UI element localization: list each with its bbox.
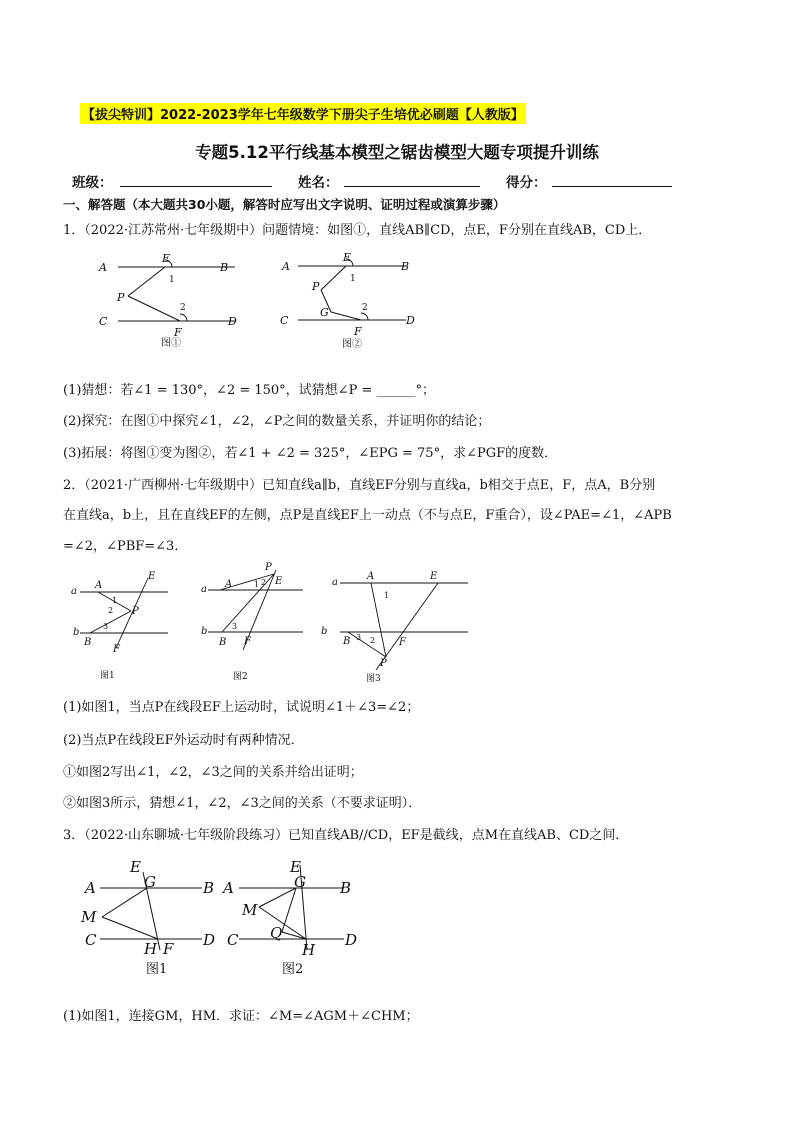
figure-label: A xyxy=(223,879,234,897)
q2-part1: (1)如图1，当点P在线段EF上运动时，试说明∠1＋∠3=∠2； xyxy=(63,700,420,715)
figure-label: 2 xyxy=(362,303,368,313)
figure-label: A xyxy=(282,260,290,273)
figure-label: F xyxy=(399,637,406,648)
figure-label: B xyxy=(219,637,227,648)
figure-label: D xyxy=(345,931,358,949)
q2-stem-line3: =∠2，∠PBF=∠3． xyxy=(63,539,188,554)
figure-label: C xyxy=(227,931,239,949)
q1-stem: 1．（2022·江苏常州·七年级期中）问题情境：如图①，直线AB∥CD，点E，F分别在直线AB，CD上． xyxy=(63,223,652,238)
q1-part3: (3)拓展：将图①变为图②，若∠1 + ∠2 = 325°，∠EPG = 75°，求∠PGF的度数． xyxy=(63,446,558,461)
figure-label: F xyxy=(244,636,251,647)
figure-label: 1 xyxy=(169,275,175,285)
figure-label: 图1 xyxy=(146,962,168,977)
figure-label: 1 xyxy=(384,591,390,600)
figure-label: 3 xyxy=(356,633,362,642)
figure-label: M xyxy=(81,908,97,926)
figure-label: B xyxy=(340,879,352,897)
q3-stem: 3．（2022·山东聊城·七年级阶段练习）已知直线AB//CD，EF是截线，点M在直线AB、CD之间． xyxy=(63,828,629,843)
fig-label: A xyxy=(99,261,107,274)
figure-label: 3 xyxy=(103,622,109,631)
figure-label: 图2 xyxy=(282,962,304,977)
figure-label: 图3 xyxy=(366,674,381,684)
name-field[interactable] xyxy=(344,172,480,187)
figure-label: a xyxy=(332,577,338,588)
figure-label: 2 xyxy=(180,303,186,313)
section-heading: 一、解答题（本大题共30小题，解答时应写出文字说明、证明过程或演算步骤） xyxy=(63,197,506,212)
figure-label: B xyxy=(84,637,92,648)
figure-label: E xyxy=(290,858,301,876)
figure-label: A xyxy=(367,571,375,582)
figure-label: b xyxy=(201,626,208,637)
class-label: 班级： xyxy=(72,175,113,191)
q1-part1: (1)猜想：若∠1 = 130°，∠2 = 150°，试猜想∠P = ______°； xyxy=(63,383,435,398)
figure-label: C xyxy=(85,931,97,949)
figure-label: G xyxy=(320,306,329,319)
figure-label: P xyxy=(265,562,272,573)
name-label: 姓名： xyxy=(298,175,339,191)
figure-label: b xyxy=(321,626,328,637)
score-field[interactable] xyxy=(552,172,672,187)
figure-label: D xyxy=(203,931,216,949)
figure-label: P xyxy=(117,291,125,304)
page-title: 专题5.12平行线基本模型之锯齿模型大题专项提升训练 xyxy=(195,143,599,162)
figure-label: 2 xyxy=(370,636,376,645)
q2-figure-3 xyxy=(318,565,478,687)
figure-label: E xyxy=(343,251,352,264)
figure-label: P xyxy=(312,280,320,293)
figure-label: C xyxy=(99,315,108,328)
figure-caption: 图① xyxy=(161,338,181,349)
figure-label: F xyxy=(174,326,182,339)
score-label: 得分： xyxy=(506,175,547,191)
q2-part4: ②如图3所示，猜想∠1，∠2，∠3之间的关系（不要求证明）． xyxy=(63,796,422,811)
figure-label: G xyxy=(294,873,306,891)
figure-label: 1 xyxy=(254,580,260,589)
figure-label: E xyxy=(162,252,171,265)
figure-label: 2 xyxy=(108,606,114,615)
figure-label: 1 xyxy=(112,596,118,605)
figure-label: A xyxy=(95,580,103,591)
figure-label: 3 xyxy=(232,622,238,631)
figure-label: A xyxy=(225,579,233,590)
figure-label: C xyxy=(280,314,289,327)
q2-stem-line2: 在直线a，b上，且在直线EF的左侧，点P是直线EF上一动点（不与点E，F重合），设∠PAE=∠1，∠APB xyxy=(63,508,672,523)
figure-label: 2 xyxy=(261,578,267,587)
figure-label: B xyxy=(203,879,215,897)
figure-label: B xyxy=(220,261,229,274)
figure-label: Q xyxy=(270,924,283,942)
figure-label: F xyxy=(113,644,120,655)
figure-label: P xyxy=(132,606,139,617)
figure-label: D xyxy=(406,314,415,327)
q2-figure-1 xyxy=(68,565,178,685)
q1-figure-2 xyxy=(276,250,426,350)
figure-label: H xyxy=(302,941,316,959)
q1-part2: (2)探究：在图①中探究∠1，∠2，∠P之间的数量关系，并证明你的结论； xyxy=(63,414,491,429)
figure-label: 图1 xyxy=(100,671,115,681)
figure-label: E xyxy=(275,576,283,587)
figure-label: F xyxy=(163,940,174,958)
q3-part1: (1)如图1，连接GM，HM．求证：∠M=∠AGM＋∠CHM； xyxy=(63,1009,419,1024)
banner: 【拔尖特训】2022-2023学年七年级数学下册尖子生培优必刷题【人教版】 xyxy=(80,103,526,124)
figure-label: E xyxy=(130,858,141,876)
figure-label: a xyxy=(71,586,77,597)
figure-label: 图② xyxy=(342,339,362,350)
figure-label: D xyxy=(228,315,237,328)
q2-stem-line1: 2．（2021·广西柳州·七年级期中）已知直线a∥b，直线EF分别与直线a，b相交于点E，F，点A，B分别 xyxy=(63,478,656,493)
figure-label: P xyxy=(380,658,387,669)
figure-label: 图2 xyxy=(233,672,248,682)
figure-label: 1 xyxy=(350,274,356,284)
figure-label: F xyxy=(354,325,362,338)
figure-label: a xyxy=(201,584,207,595)
figure-label: B xyxy=(343,636,351,647)
q3-figure-2 xyxy=(222,855,372,980)
figure-label: A xyxy=(85,879,96,897)
figure-label: G xyxy=(144,873,156,891)
figure-label: M xyxy=(242,901,258,919)
q1-figure-1 xyxy=(95,250,245,350)
q2-figure-2 xyxy=(198,560,313,685)
q2-part3: ①如图2写出∠1，∠2，∠3之间的关系并给出证明； xyxy=(63,765,363,780)
q2-part2: (2)当点P在线段EF外运动时有两种情况． xyxy=(63,733,304,748)
figure-label: E xyxy=(430,571,438,582)
figure-label: b xyxy=(73,627,80,638)
figure-label: H xyxy=(144,940,158,958)
figure-label: B xyxy=(401,260,410,273)
class-field[interactable] xyxy=(120,172,272,187)
figure-label: E xyxy=(148,571,156,582)
q3-figure-1 xyxy=(80,855,230,980)
